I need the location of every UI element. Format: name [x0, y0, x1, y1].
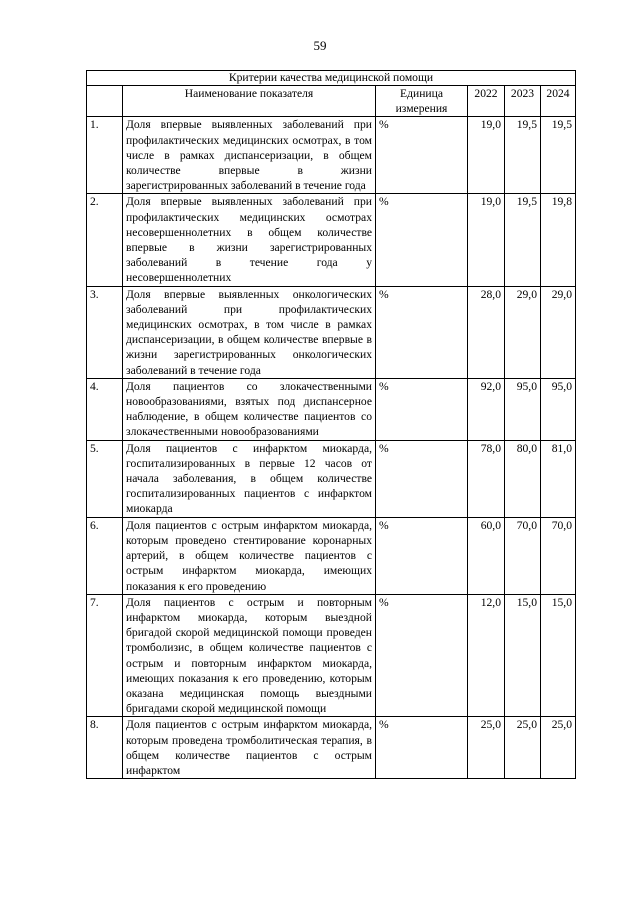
- value-2022: 78,0: [468, 440, 505, 517]
- indicator-name: Доля пациентов с инфарктом миокарда, госпитализированных в первые 12 часов от начала заболевания, в общем количестве госпитализированных пациентов с инфарктом миокарда: [123, 440, 376, 517]
- value-2023: 15,0: [505, 594, 541, 717]
- unit-of-measure: %: [376, 286, 468, 378]
- table-row: [87, 594, 576, 717]
- value-2022: 19,0: [468, 117, 505, 194]
- value-2022: 25,0: [468, 717, 505, 779]
- indicator-name: Доля впервые выявленных онкологических заболеваний при профилактических медицинских осмотрах, в том числе в рамках диспансеризации, в общем количестве впервые в жизни зарегистрированных онкологических заболеваний в течение года: [123, 286, 376, 378]
- value-2023: 70,0: [505, 517, 541, 594]
- table-row: [87, 517, 576, 594]
- header-number-cell: [87, 86, 123, 117]
- header-year-2024: 2024: [541, 86, 576, 117]
- unit-of-measure: %: [376, 378, 468, 440]
- table-caption-row: [87, 71, 576, 86]
- unit-of-measure: %: [376, 594, 468, 717]
- page-number: 59: [313, 38, 327, 53]
- value-2023: 25,0: [505, 717, 541, 779]
- value-2024: 70,0: [541, 517, 576, 594]
- value-2024: 81,0: [541, 440, 576, 517]
- row-number: 4.: [87, 378, 123, 440]
- table-row: [87, 194, 576, 286]
- value-2022: 12,0: [468, 594, 505, 717]
- indicator-name: Доля пациентов с острым инфарктом миокарда, которым проведена тромболитическая терапия, в общем количестве пациентов с острым инфарктом: [123, 717, 376, 779]
- value-2024: 19,8: [541, 194, 576, 286]
- value-2023: 19,5: [505, 194, 541, 286]
- row-number: 1.: [87, 117, 123, 194]
- row-number: 3.: [87, 286, 123, 378]
- value-2023: 29,0: [505, 286, 541, 378]
- unit-of-measure: %: [376, 117, 468, 194]
- row-number: 5.: [87, 440, 123, 517]
- value-2024: 19,5: [541, 117, 576, 194]
- header-year-2022: 2022: [468, 86, 505, 117]
- row-number: 2.: [87, 194, 123, 286]
- value-2022: 28,0: [468, 286, 505, 378]
- value-2023: 95,0: [505, 378, 541, 440]
- indicator-name: Доля пациентов с острым инфарктом миокарда, которым проведено стентирование коронарных артерий, в общем количестве пациентов с острым инфарктом миокарда, имеющих показания к его проведению: [123, 517, 376, 594]
- value-2024: 15,0: [541, 594, 576, 717]
- header-name: Наименование показателя: [123, 86, 376, 117]
- table-header-row: [87, 86, 576, 117]
- value-2023: 80,0: [505, 440, 541, 517]
- table-row: [87, 717, 576, 779]
- value-2022: 92,0: [468, 378, 505, 440]
- indicator-name: Доля впервые выявленных заболеваний при профилактических медицинских осмотрах несовершеннолетних в общем количестве впервые в жизни зарегистрированных заболеваний в течение года у несовершеннолетних: [123, 194, 376, 286]
- unit-of-measure: %: [376, 194, 468, 286]
- table-row: [87, 117, 576, 194]
- unit-of-measure: %: [376, 717, 468, 779]
- value-2023: 19,5: [505, 117, 541, 194]
- row-number: 7.: [87, 594, 123, 717]
- indicator-name: Доля пациентов с острым и повторным инфарктом миокарда, которым выездной бригадой скорой медицинской помощи проведен тромболизис, в общем количестве пациентов с острым и повторным инфарктом миокарда, имеющих показания к его проведению, которым оказана медицинская помощь выездными бригадами скорой медицинской помощи: [123, 594, 376, 717]
- indicator-name: Доля пациентов со злокачественными новообразованиями, взятых под диспансерное наблюдение, в общем количестве пациентов со злокачественными новообразованиями: [123, 378, 376, 440]
- unit-of-measure: %: [376, 517, 468, 594]
- unit-of-measure: %: [376, 440, 468, 517]
- indicator-name: Доля впервые выявленных заболеваний при профилактических медицинских осмотрах, в том числе в рамках диспансеризации, в общем количестве впервые в жизни зарегистрированных заболеваний в течение года: [123, 117, 376, 194]
- value-2022: 60,0: [468, 517, 505, 594]
- value-2022: 19,0: [468, 194, 505, 286]
- table-row: [87, 378, 576, 440]
- header-unit: Единица измерения: [376, 86, 468, 117]
- header-year-2023: 2023: [505, 86, 541, 117]
- table-row: [87, 440, 576, 517]
- value-2024: 25,0: [541, 717, 576, 779]
- table-row: [87, 286, 576, 378]
- table-caption: Критерии качества медицинской помощи: [87, 71, 576, 86]
- row-number: 8.: [87, 717, 123, 779]
- row-number: 6.: [87, 517, 123, 594]
- value-2024: 29,0: [541, 286, 576, 378]
- quality-criteria-table: [86, 70, 576, 779]
- value-2024: 95,0: [541, 378, 576, 440]
